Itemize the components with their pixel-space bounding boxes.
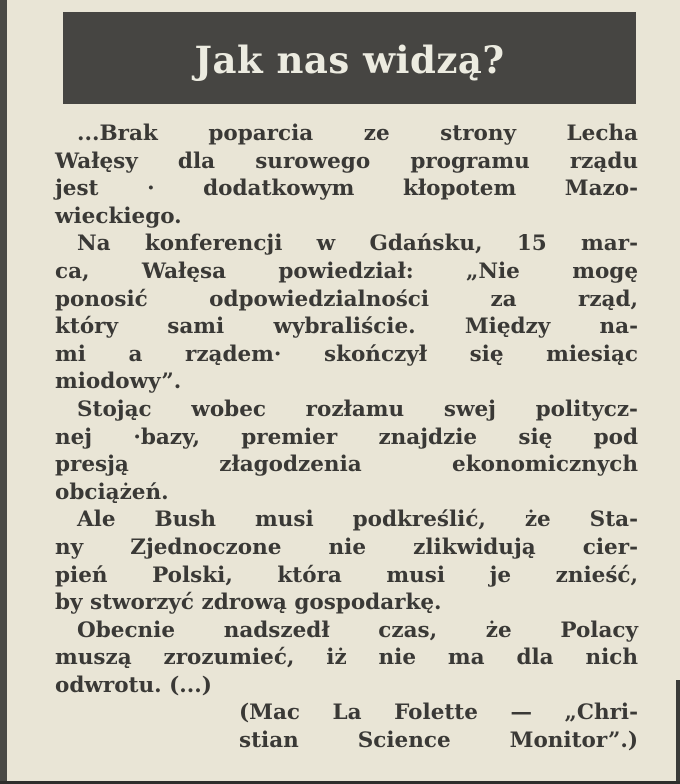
text-line: jest · dodatkowym kłopotem Mazo- [55,176,638,202]
text-line: Obecnie nadszedł czas, że Polacy [77,617,638,643]
text-line: by stworzyć zdrową gospodarkę. [55,590,442,616]
text-line: muszą zrozumieć, iż nie ma dla nich [55,645,638,671]
page-right-edge [676,680,680,784]
text-line: Wałęsy dla surowego programu rządu [55,148,638,174]
paragraph-3 [55,396,638,506]
text-line: Stojąc wobec rozłamu swej politycz- [77,396,638,422]
text-line: ...Brak poparcia ze strony Lecha [77,121,638,146]
page-left-edge [0,0,7,784]
text-line: odwrotu. (...) [55,672,212,698]
text-line: miodowy”. [55,369,182,395]
paragraph-1 [55,120,638,230]
article-body [55,120,638,755]
paragraph-2 [55,230,638,396]
text-line: pień Polski, która musi je znieść, [55,562,638,588]
text-line: który sami wybraliście. Między na- [55,314,638,340]
paragraph-5 [55,617,638,700]
source-attribution [55,699,638,754]
text-line: wieckiego. [55,203,182,229]
text-line: ponosić odpowiedzialności za rząd, [55,286,638,312]
text-line: presją złagodzenia ekonomicznych [55,452,638,478]
text-line: mi a rządem· skończył się miesiąc [55,341,638,367]
text-line: ca, Wałęsa powiedział: „Nie mogę [55,258,638,284]
text-line: nej ·bazy, premier znajdzie się pod [55,424,638,450]
headline: Jak nas widzą? [194,38,505,82]
text-line: Na konferencji w Gdańsku, 15 mar- [77,231,638,257]
attribution-line: stian Science Monitor”.) [239,728,638,754]
attribution-line: (Mac La Folette — „Chri- [239,700,638,726]
text-line: obciążeń. [55,479,169,505]
text-line: ny Zjednoczone nie zlikwidują cier- [55,534,638,560]
text-line: Ale Bush musi podkreślić, że Sta- [77,507,638,533]
headline-banner [63,12,636,104]
paragraph-4 [55,506,638,616]
